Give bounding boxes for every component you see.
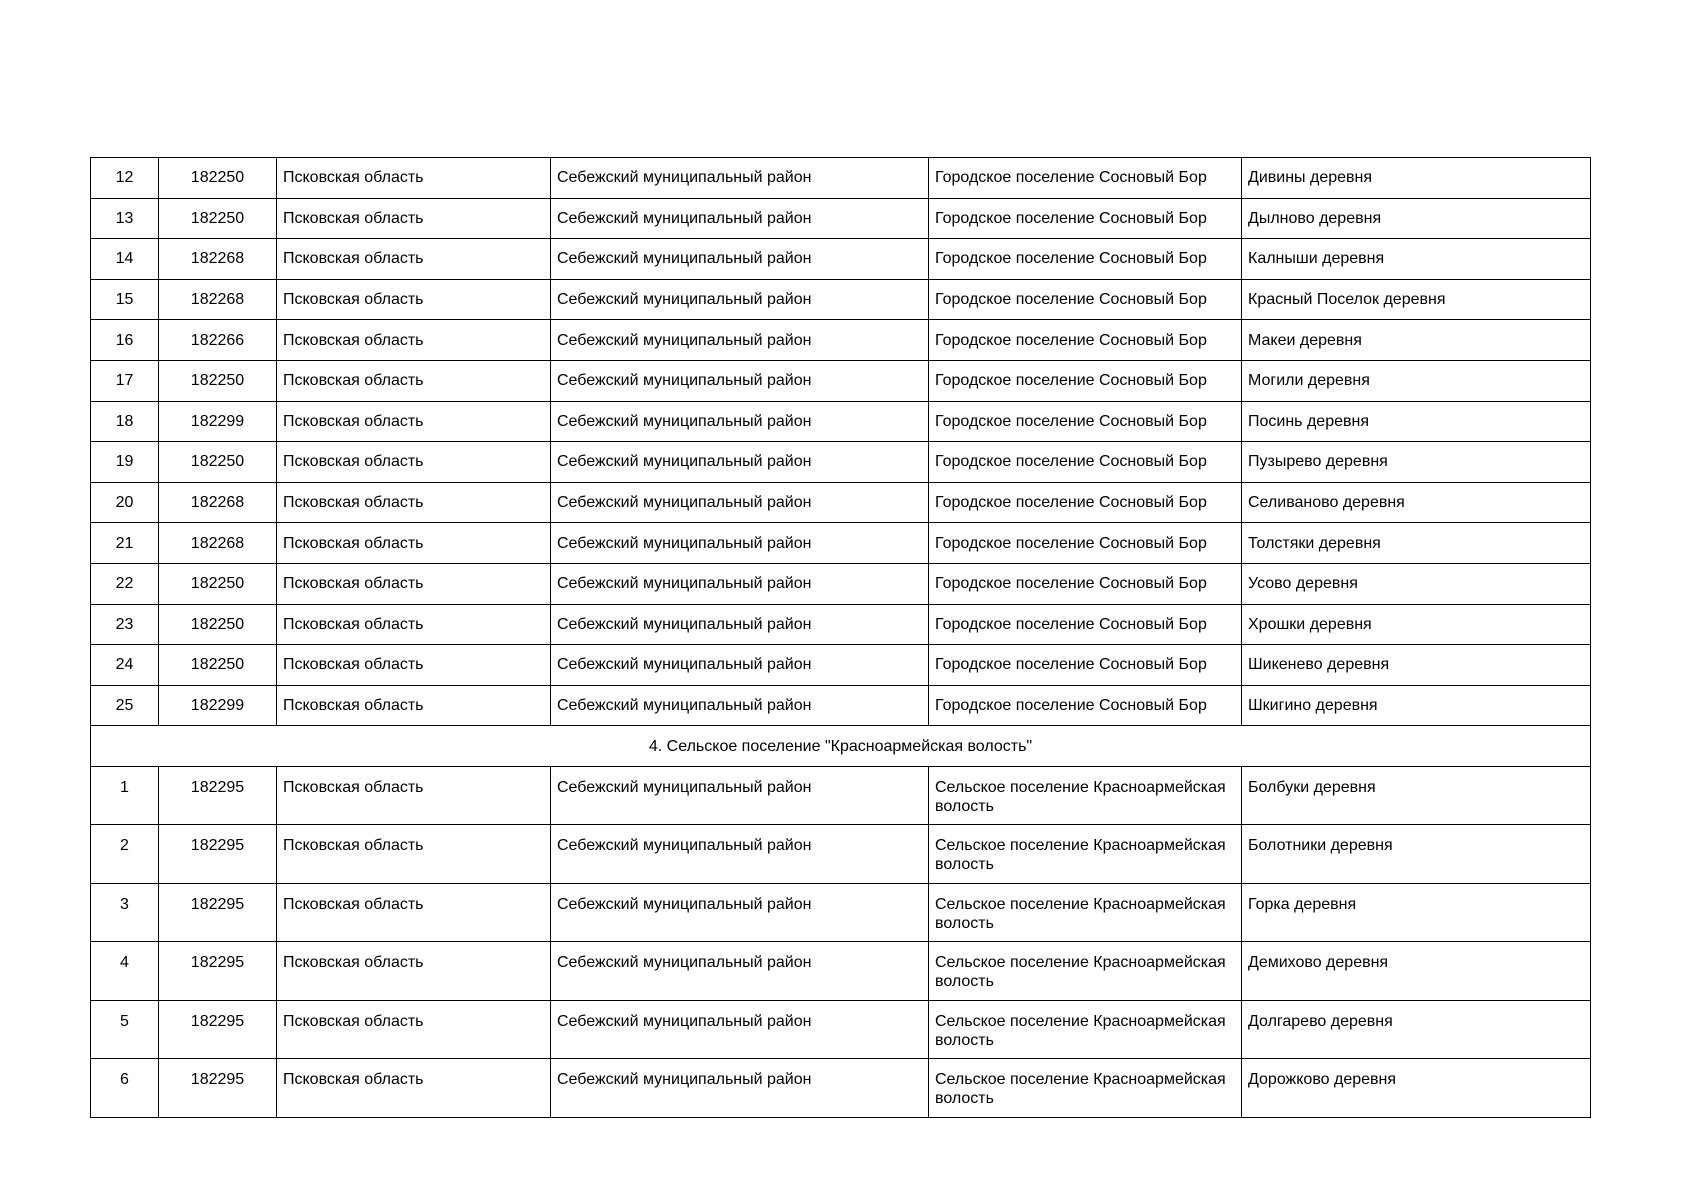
cell-locality: Посинь деревня <box>1242 401 1591 442</box>
cell-number: 2 <box>91 825 159 884</box>
cell-district: Себежский муниципальный район <box>551 239 929 280</box>
cell-postal-index: 182250 <box>159 563 277 604</box>
cell-settlement: Городское поселение Сосновый Бор <box>929 482 1242 523</box>
cell-district: Себежский муниципальный район <box>551 158 929 199</box>
cell-postal-index: 182268 <box>159 239 277 280</box>
table-row <box>91 766 1591 825</box>
cell-region: Псковская область <box>277 320 551 361</box>
cell-region: Псковская область <box>277 645 551 686</box>
cell-region: Псковская область <box>277 442 551 483</box>
cell-locality: Болотники деревня <box>1242 825 1591 884</box>
cell-district: Себежский муниципальный район <box>551 563 929 604</box>
cell-locality: Шикенево деревня <box>1242 645 1591 686</box>
cell-number: 24 <box>91 645 159 686</box>
section-title: 4. Сельское поселение "Красноармейская волость" <box>91 726 1591 767</box>
cell-number: 12 <box>91 158 159 199</box>
cell-locality: Толстяки деревня <box>1242 523 1591 564</box>
cell-district: Себежский муниципальный район <box>551 1000 929 1059</box>
cell-district: Себежский муниципальный район <box>551 685 929 726</box>
cell-number: 17 <box>91 360 159 401</box>
table-row <box>91 442 1591 483</box>
cell-region: Псковская область <box>277 1000 551 1059</box>
table-row <box>91 645 1591 686</box>
cell-region: Псковская область <box>277 766 551 825</box>
table-row <box>91 825 1591 884</box>
table-row <box>91 239 1591 280</box>
table-row <box>91 401 1591 442</box>
cell-number: 14 <box>91 239 159 280</box>
cell-region: Псковская область <box>277 825 551 884</box>
cell-postal-index: 182295 <box>159 1000 277 1059</box>
cell-postal-index: 182268 <box>159 482 277 523</box>
table-row <box>91 360 1591 401</box>
cell-postal-index: 182250 <box>159 604 277 645</box>
cell-district: Себежский муниципальный район <box>551 1059 929 1118</box>
cell-number: 19 <box>91 442 159 483</box>
cell-region: Псковская область <box>277 198 551 239</box>
cell-settlement: Сельское поселение Красноармейская волость <box>929 942 1242 1001</box>
cell-locality: Болбуки деревня <box>1242 766 1591 825</box>
table-row <box>91 158 1591 199</box>
cell-settlement: Городское поселение Сосновый Бор <box>929 320 1242 361</box>
cell-region: Псковская область <box>277 883 551 942</box>
cell-postal-index: 182295 <box>159 883 277 942</box>
cell-region: Псковская область <box>277 942 551 1001</box>
table-row <box>91 198 1591 239</box>
cell-postal-index: 182295 <box>159 1059 277 1118</box>
table-row <box>91 942 1591 1001</box>
cell-region: Псковская область <box>277 604 551 645</box>
cell-settlement: Городское поселение Сосновый Бор <box>929 645 1242 686</box>
cell-region: Псковская область <box>277 279 551 320</box>
cell-district: Себежский муниципальный район <box>551 604 929 645</box>
cell-region: Псковская область <box>277 523 551 564</box>
cell-number: 22 <box>91 563 159 604</box>
table-row <box>91 1059 1591 1118</box>
cell-settlement: Городское поселение Сосновый Бор <box>929 239 1242 280</box>
table-row <box>91 563 1591 604</box>
cell-number: 18 <box>91 401 159 442</box>
cell-district: Себежский муниципальный район <box>551 442 929 483</box>
cell-settlement: Городское поселение Сосновый Бор <box>929 360 1242 401</box>
table-row <box>91 320 1591 361</box>
cell-settlement: Городское поселение Сосновый Бор <box>929 685 1242 726</box>
cell-postal-index: 182250 <box>159 158 277 199</box>
cell-district: Себежский муниципальный район <box>551 279 929 320</box>
cell-settlement: Городское поселение Сосновый Бор <box>929 523 1242 564</box>
cell-postal-index: 182250 <box>159 442 277 483</box>
cell-settlement: Городское поселение Сосновый Бор <box>929 563 1242 604</box>
cell-locality: Долгарево деревня <box>1242 1000 1591 1059</box>
address-table-body <box>91 158 1591 1118</box>
cell-locality: Усово деревня <box>1242 563 1591 604</box>
cell-postal-index: 182250 <box>159 198 277 239</box>
cell-district: Себежский муниципальный район <box>551 883 929 942</box>
cell-settlement: Городское поселение Сосновый Бор <box>929 279 1242 320</box>
cell-region: Псковская область <box>277 482 551 523</box>
cell-locality: Макеи деревня <box>1242 320 1591 361</box>
cell-settlement: Городское поселение Сосновый Бор <box>929 198 1242 239</box>
cell-settlement: Сельское поселение Красноармейская волость <box>929 825 1242 884</box>
cell-region: Псковская область <box>277 401 551 442</box>
cell-region: Псковская область <box>277 239 551 280</box>
cell-postal-index: 182295 <box>159 942 277 1001</box>
cell-district: Себежский муниципальный район <box>551 942 929 1001</box>
cell-settlement: Сельское поселение Красноармейская волость <box>929 1059 1242 1118</box>
cell-number: 15 <box>91 279 159 320</box>
cell-region: Псковская область <box>277 158 551 199</box>
table-row <box>91 279 1591 320</box>
cell-locality: Дорожково деревня <box>1242 1059 1591 1118</box>
table-row <box>91 1000 1591 1059</box>
cell-number: 20 <box>91 482 159 523</box>
cell-postal-index: 182266 <box>159 320 277 361</box>
cell-number: 4 <box>91 942 159 1001</box>
table-row <box>91 482 1591 523</box>
cell-number: 21 <box>91 523 159 564</box>
cell-locality: Хрошки деревня <box>1242 604 1591 645</box>
cell-locality: Демихово деревня <box>1242 942 1591 1001</box>
cell-number: 13 <box>91 198 159 239</box>
cell-locality: Пузырево деревня <box>1242 442 1591 483</box>
cell-locality: Красный Поселок деревня <box>1242 279 1591 320</box>
cell-locality: Селиваново деревня <box>1242 482 1591 523</box>
cell-settlement: Городское поселение Сосновый Бор <box>929 158 1242 199</box>
cell-settlement: Городское поселение Сосновый Бор <box>929 442 1242 483</box>
cell-region: Псковская область <box>277 1059 551 1118</box>
cell-number: 3 <box>91 883 159 942</box>
cell-settlement: Сельское поселение Красноармейская волость <box>929 766 1242 825</box>
cell-district: Себежский муниципальный район <box>551 482 929 523</box>
cell-postal-index: 182250 <box>159 645 277 686</box>
cell-locality: Дылново деревня <box>1242 198 1591 239</box>
cell-postal-index: 182295 <box>159 825 277 884</box>
cell-postal-index: 182268 <box>159 279 277 320</box>
cell-region: Псковская область <box>277 685 551 726</box>
cell-postal-index: 182268 <box>159 523 277 564</box>
cell-settlement: Сельское поселение Красноармейская волость <box>929 883 1242 942</box>
cell-number: 1 <box>91 766 159 825</box>
cell-district: Себежский муниципальный район <box>551 645 929 686</box>
cell-number: 16 <box>91 320 159 361</box>
cell-postal-index: 182250 <box>159 360 277 401</box>
cell-locality: Шкигино деревня <box>1242 685 1591 726</box>
section-header-row <box>91 726 1591 767</box>
cell-region: Псковская область <box>277 563 551 604</box>
cell-district: Себежский муниципальный район <box>551 766 929 825</box>
cell-settlement: Сельское поселение Красноармейская волость <box>929 1000 1242 1059</box>
cell-district: Себежский муниципальный район <box>551 401 929 442</box>
cell-locality: Могили деревня <box>1242 360 1591 401</box>
cell-locality: Калныши деревня <box>1242 239 1591 280</box>
cell-settlement: Городское поселение Сосновый Бор <box>929 604 1242 645</box>
cell-postal-index: 182299 <box>159 685 277 726</box>
table-row <box>91 604 1591 645</box>
address-table <box>90 157 1591 1118</box>
cell-region: Псковская область <box>277 360 551 401</box>
cell-district: Себежский муниципальный район <box>551 198 929 239</box>
cell-postal-index: 182299 <box>159 401 277 442</box>
cell-locality: Горка деревня <box>1242 883 1591 942</box>
cell-district: Себежский муниципальный район <box>551 320 929 361</box>
table-row <box>91 523 1591 564</box>
cell-district: Себежский муниципальный район <box>551 360 929 401</box>
cell-number: 5 <box>91 1000 159 1059</box>
cell-number: 25 <box>91 685 159 726</box>
cell-locality: Дивины деревня <box>1242 158 1591 199</box>
cell-district: Себежский муниципальный район <box>551 825 929 884</box>
cell-number: 23 <box>91 604 159 645</box>
cell-settlement: Городское поселение Сосновый Бор <box>929 401 1242 442</box>
cell-number: 6 <box>91 1059 159 1118</box>
table-row <box>91 883 1591 942</box>
cell-district: Себежский муниципальный район <box>551 523 929 564</box>
table-row <box>91 685 1591 726</box>
cell-postal-index: 182295 <box>159 766 277 825</box>
